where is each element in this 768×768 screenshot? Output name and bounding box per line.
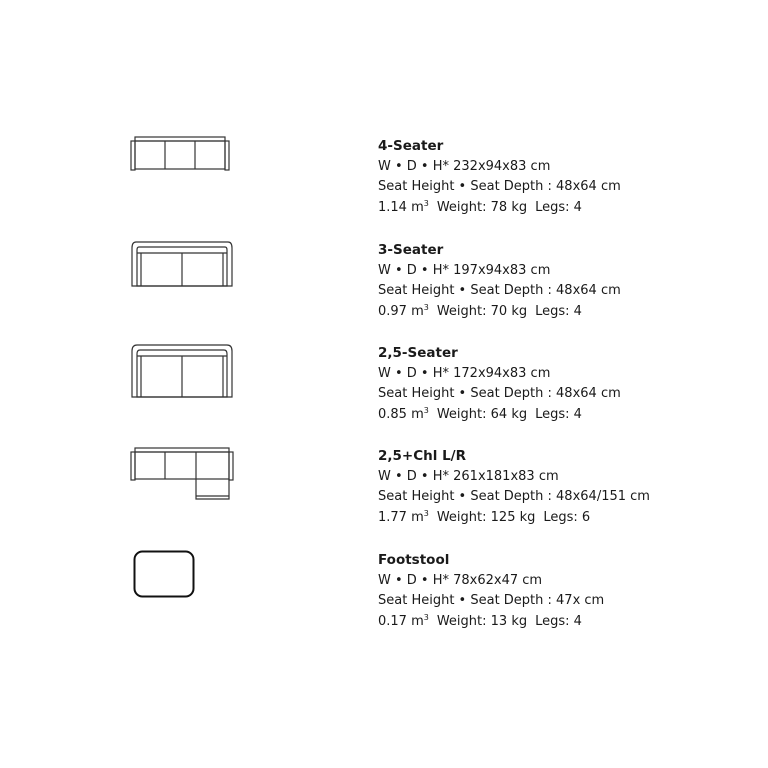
volume-unit-superscript: 3: [423, 405, 429, 415]
product-volume: 1.14 m: [378, 199, 424, 215]
product-weight: Weight: 125 kg: [436, 509, 536, 525]
product-name: Footstool: [378, 552, 450, 568]
product-legs: Legs: 4: [535, 406, 582, 422]
product-volume-weight-legs: [378, 405, 621, 426]
product-dimensions: W • D • H* 172x94x83 cm: [378, 365, 551, 381]
product-volume: 0.85 m: [378, 406, 424, 422]
chaise-longue-sofa-icon: [130, 446, 234, 502]
product-legs: Legs: 4: [535, 303, 582, 319]
product-item-chaise-longue: [0, 446, 768, 546]
product-weight: Weight: 78 kg: [436, 199, 528, 215]
product-legs: Legs: 4: [535, 199, 582, 215]
product-weight: Weight: 64 kg: [436, 406, 528, 422]
product-dimensions: W • D • H* 232x94x83 cm: [378, 158, 551, 174]
product-volume: 0.17 m: [378, 613, 424, 629]
product-specs: [378, 240, 621, 322]
product-name: 4-Seater: [378, 138, 444, 154]
product-legs: Legs: 6: [543, 509, 591, 525]
product-seat-dimensions: Seat Height • Seat Depth : 48x64 cm: [378, 283, 621, 298]
volume-unit-superscript: 3: [423, 612, 429, 622]
product-name: 3-Seater: [378, 242, 444, 258]
product-volume-weight-legs: [378, 198, 621, 219]
product-name: 2,5-Seater: [378, 345, 458, 361]
three-seater-sofa-icon: [130, 240, 234, 288]
product-item-footstool: [0, 550, 768, 650]
footstool-icon: [133, 550, 195, 598]
volume-unit-superscript: 3: [423, 508, 429, 518]
product-legs: Legs: 4: [535, 613, 582, 629]
product-item-3-seater: [0, 240, 768, 340]
product-volume-weight-legs: [378, 302, 621, 323]
product-name: 2,5+Chl L/R: [378, 448, 467, 464]
product-seat-dimensions: Seat Height • Seat Depth : 48x64/151 cm: [378, 489, 650, 504]
product-seat-dimensions: Seat Height • Seat Depth : 48x64 cm: [378, 386, 621, 401]
product-dimensions: W • D • H* 197x94x83 cm: [378, 262, 551, 278]
volume-unit-superscript: 3: [423, 302, 429, 312]
product-volume: 0.97 m: [378, 303, 424, 319]
product-seat-dimensions: Seat Height • Seat Depth : 48x64 cm: [378, 179, 621, 194]
two-half-seater-sofa-icon: [130, 343, 234, 399]
product-dimensions: W • D • H* 261x181x83 cm: [378, 468, 559, 484]
product-specs: [378, 343, 621, 425]
product-seat-dimensions: Seat Height • Seat Depth : 47x cm: [378, 593, 605, 608]
product-specs: [378, 446, 650, 528]
product-weight: Weight: 13 kg: [436, 613, 528, 629]
product-item-2-5-seater: [0, 343, 768, 443]
volume-unit-superscript: 3: [423, 198, 429, 208]
product-specs: [378, 136, 621, 218]
product-item-4-seater: [0, 136, 768, 236]
product-weight: Weight: 70 kg: [436, 303, 528, 319]
four-seater-sofa-icon: [130, 136, 230, 172]
product-volume-weight-legs: [378, 612, 604, 633]
product-volume-weight-legs: [378, 508, 650, 529]
product-specs: [378, 550, 604, 632]
product-volume: 1.77 m: [378, 509, 424, 525]
product-dimensions: W • D • H* 78x62x47 cm: [378, 572, 543, 588]
